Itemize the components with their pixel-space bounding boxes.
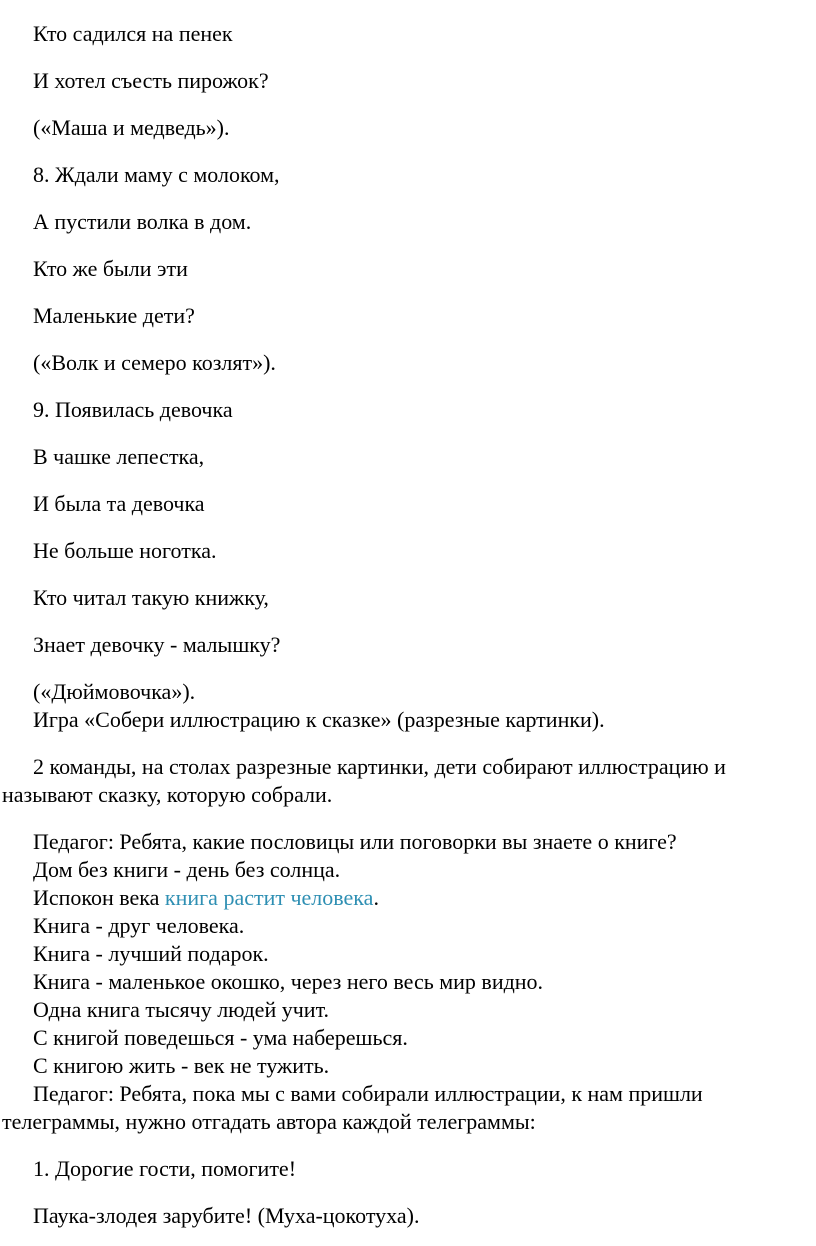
- proverb: С книгою жить - век не тужить.: [33, 1053, 330, 1078]
- poem-line: И хотел съесть пирожок?: [33, 68, 269, 93]
- game-title: Игра «Собери иллюстрацию к сказке» (разрезные картинки).: [33, 707, 605, 732]
- riddle-answer: («Волк и семеро козлят»).: [33, 350, 276, 375]
- proverb-link[interactable]: книга растит человека: [164, 885, 374, 910]
- proverb: Дом без книги - день без солнца.: [33, 857, 341, 882]
- riddle-line: Кто же были эти: [33, 256, 188, 281]
- poem-line: Кто садился на пенек: [33, 21, 233, 46]
- proverb: Книга - маленькое окошко, через него весь мир видно.: [33, 969, 544, 994]
- proverb: С книгой поведешься - ума наберешься.: [33, 1025, 408, 1050]
- riddle-answer: («Дюймовочка»).: [33, 679, 196, 704]
- proverb: Книга - лучший подарок.: [33, 941, 269, 966]
- proverb: Одна книга тысячу людей учит.: [33, 997, 330, 1022]
- riddle-line: Маленькие дети?: [33, 303, 195, 328]
- proverb: Книга - друг человека.: [33, 913, 245, 938]
- proverb-text: .: [373, 885, 379, 910]
- riddle-line: 8. Ждали маму с молоком,: [33, 162, 280, 187]
- game-description-cont: называют сказку, которую собрали.: [2, 782, 333, 807]
- proverb: [33, 884, 379, 912]
- riddle-line: А пустили волка в дом.: [33, 209, 252, 234]
- riddle-line: 9. Появилась девочка: [33, 397, 233, 422]
- game-description: 2 команды, на столах разрезные картинки, дети собирают иллюстрацию и: [33, 754, 726, 779]
- teacher-telegram-intro-cont: телеграммы, нужно отгадать автора каждой телеграммы:: [2, 1109, 536, 1134]
- riddle-line: Не больше ноготка.: [33, 538, 217, 563]
- teacher-telegram-intro: Педагог: Ребята, пока мы с вами собирали иллюстрации, к нам пришли: [33, 1081, 703, 1106]
- poem-answer: («Маша и медведь»).: [33, 115, 230, 140]
- riddle-line: В чашке лепестка,: [33, 444, 205, 469]
- riddle-line: Кто читал такую книжку,: [33, 585, 269, 610]
- telegram-line: Паука-злодея зарубите! (Муха-цокотуха).: [33, 1203, 420, 1228]
- telegram-line: 1. Дорогие гости, помогите!: [33, 1156, 297, 1181]
- riddle-line: Знает девочку - малышку?: [33, 632, 281, 657]
- teacher-question: Педагог: Ребята, какие пословицы или поговорки вы знаете о книге?: [33, 829, 677, 854]
- proverb-text: Испокон века: [33, 885, 165, 910]
- riddle-line: И была та девочка: [33, 491, 205, 516]
